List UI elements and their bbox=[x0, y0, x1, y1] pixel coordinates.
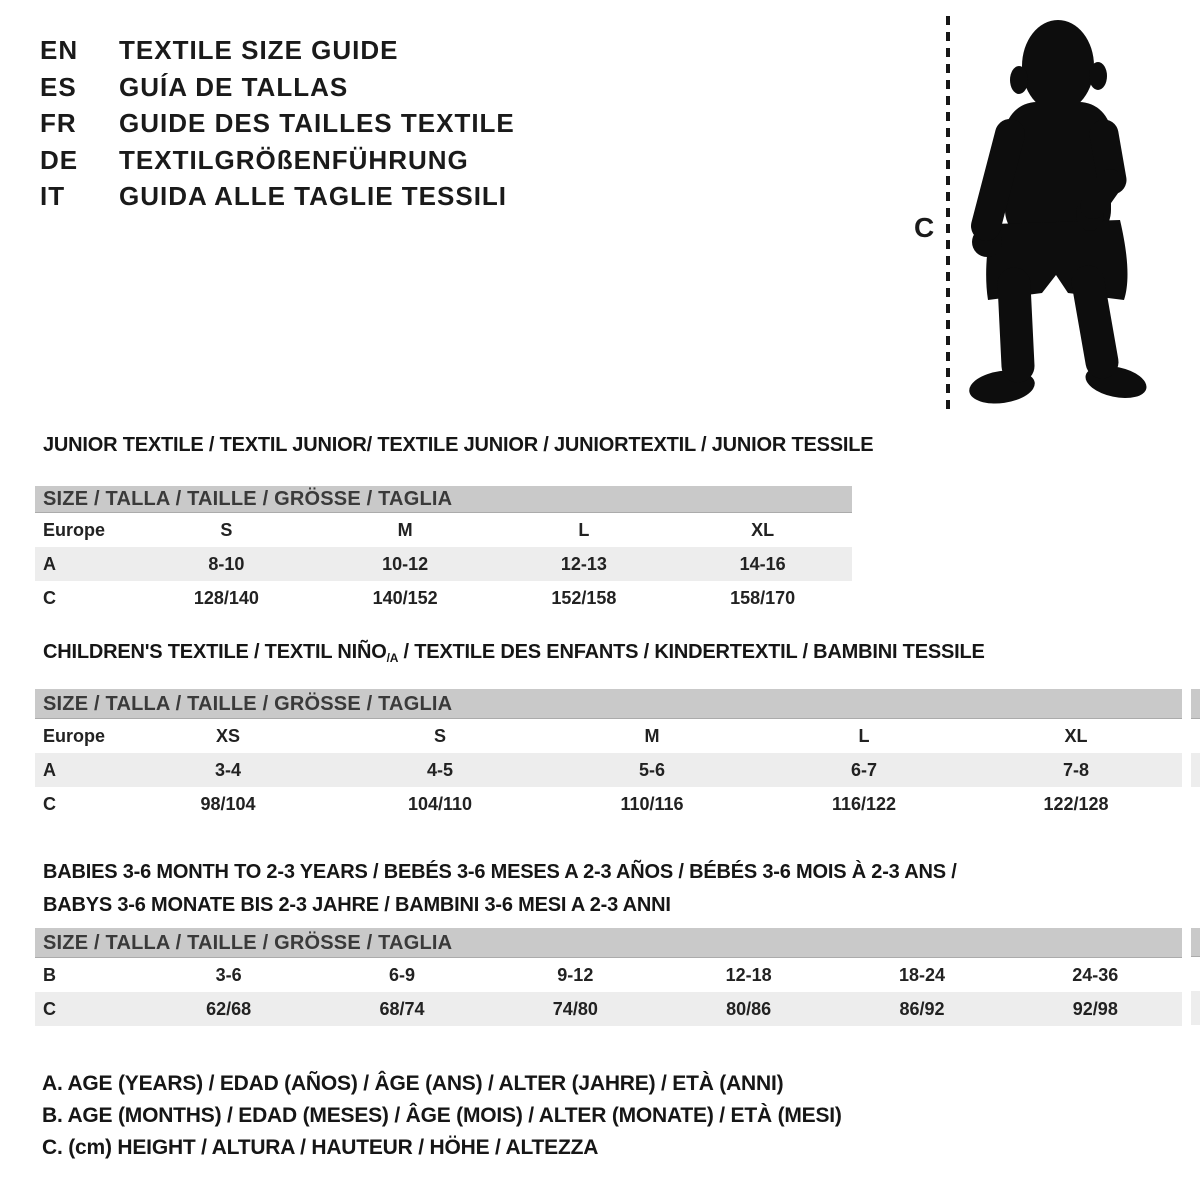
height-cell: 98/104 bbox=[200, 793, 256, 814]
row-label: A bbox=[43, 759, 56, 780]
edge-bar bbox=[1191, 928, 1200, 957]
height-cell: 110/116 bbox=[620, 793, 684, 814]
language-code: EN bbox=[40, 35, 79, 65]
height-dashed-line bbox=[946, 16, 950, 416]
table-row bbox=[35, 719, 1182, 753]
babies-heading-line2: BABYS 3-6 MONATE BIS 2-3 JAHRE / BAMBINI 3-6 MESI A 2-3 ANNI bbox=[43, 894, 671, 916]
table-row bbox=[35, 513, 852, 547]
height-cell: 158/170 bbox=[730, 587, 796, 608]
age-cell: 8-10 bbox=[208, 553, 245, 574]
babies-section-heading bbox=[43, 856, 957, 922]
height-cell: 68/74 bbox=[379, 998, 425, 1019]
height-cell: 116/122 bbox=[831, 793, 897, 814]
table-row bbox=[35, 753, 1182, 787]
language-code: ES bbox=[40, 71, 77, 102]
size-header-bar: SIZE / TALLA / TAILLE / GRÖSSE / TAGLIA bbox=[35, 928, 1182, 958]
edge-shaded-row bbox=[1191, 753, 1200, 787]
height-cell: 140/152 bbox=[372, 587, 438, 608]
table-row bbox=[35, 958, 1182, 992]
measurement-legend bbox=[42, 1068, 842, 1164]
months-cell: 18-24 bbox=[898, 964, 945, 985]
age-cell: 14-16 bbox=[739, 553, 786, 574]
language-header bbox=[40, 32, 515, 215]
size-cell: L bbox=[578, 519, 590, 540]
language-row-de bbox=[40, 142, 515, 179]
language-label: TEXTILGRÖßENFÜHRUNG bbox=[119, 144, 469, 175]
language-label: GUIDA ALLE TAGLIE TESSILI bbox=[119, 181, 508, 211]
size-cell: XL bbox=[1064, 725, 1088, 746]
legend-line-b: B. AGE (MONTHS) / EDAD (MESES) / ÂGE (MOIS) / ALTER (MONATE) / ETÀ (MESI) bbox=[42, 1104, 842, 1127]
heading-text: CHILDREN'S TEXTILE / TEXTIL NIÑO bbox=[43, 641, 387, 663]
height-marker-label: C bbox=[914, 212, 935, 243]
legend-line-c: C. (cm) HEIGHT / ALTURA / HAUTEUR / HÖHE / ALTEZZA bbox=[42, 1136, 599, 1159]
height-cell: 80/86 bbox=[726, 998, 772, 1019]
heading-text: / TEXTILE DES ENFANTS / KINDERTEXTIL / BAMBINI TESSILE bbox=[398, 641, 985, 663]
row-label: C bbox=[43, 793, 56, 814]
language-row-es bbox=[40, 69, 515, 106]
babies-heading-line1: BABIES 3-6 MONTH TO 2-3 YEARS / BEBÉS 3-6 MESES A 2-3 AÑOS / BÉBÉS 3-6 MOIS À 2-3 ANS / bbox=[43, 861, 957, 883]
language-row-en bbox=[40, 32, 515, 69]
height-cell: 86/92 bbox=[899, 998, 945, 1019]
months-cell: 3-6 bbox=[215, 964, 242, 985]
junior-section-heading: JUNIOR TEXTILE / TEXTIL JUNIOR/ TEXTILE JUNIOR / JUNIORTEXTIL / JUNIOR TESSILE bbox=[43, 434, 874, 456]
age-cell: 5-6 bbox=[638, 759, 665, 780]
months-cell: 9-12 bbox=[557, 964, 594, 985]
months-cell: 12-18 bbox=[725, 964, 772, 985]
legend-line-a: A. AGE (YEARS) / EDAD (AÑOS) / ÂGE (ANS) / ALTER (JAHRE) / ETÀ (ANNI) bbox=[42, 1072, 784, 1095]
table-row bbox=[35, 547, 852, 581]
row-label: A bbox=[43, 553, 56, 574]
table-row bbox=[35, 992, 1182, 1026]
size-header-bar: SIZE / TALLA / TAILLE / GRÖSSE / TAGLIA bbox=[35, 486, 852, 513]
row-label: C bbox=[43, 998, 56, 1019]
months-cell: 6-9 bbox=[388, 964, 415, 985]
edge-gap bbox=[1191, 719, 1200, 753]
age-cell: 7-8 bbox=[1062, 759, 1089, 780]
height-cell: 152/158 bbox=[551, 587, 617, 608]
size-cell: M bbox=[644, 725, 660, 746]
table-row bbox=[35, 787, 1182, 821]
cropped-table-edge bbox=[1191, 689, 1200, 787]
language-label: GUIDE DES TAILLES TEXTILE bbox=[119, 108, 515, 138]
baby-silhouette-icon bbox=[960, 14, 1152, 418]
language-row-fr bbox=[40, 105, 515, 142]
size-cell: M bbox=[397, 519, 413, 540]
size-cell: S bbox=[220, 519, 233, 540]
size-cell: XS bbox=[215, 725, 240, 746]
age-cell: 12-13 bbox=[560, 553, 607, 574]
size-cell: S bbox=[433, 725, 446, 746]
row-label: Europe bbox=[43, 519, 106, 540]
language-code: DE bbox=[40, 144, 79, 175]
age-cell: 10-12 bbox=[382, 553, 429, 574]
edge-bar bbox=[1191, 689, 1200, 719]
junior-size-table bbox=[35, 486, 852, 615]
edge-gap bbox=[1191, 957, 1200, 991]
height-cell: 122/128 bbox=[1043, 793, 1109, 814]
age-cell: 6-7 bbox=[850, 759, 877, 780]
babies-size-table bbox=[35, 928, 1182, 1026]
children-section-heading bbox=[43, 641, 985, 665]
height-cell: 104/110 bbox=[407, 793, 473, 814]
size-header-bar: SIZE / TALLA / TAILLE / GRÖSSE / TAGLIA bbox=[35, 689, 1182, 719]
size-cell: L bbox=[858, 725, 870, 746]
size-cell: XL bbox=[751, 519, 775, 540]
language-label: TEXTILE SIZE GUIDE bbox=[119, 35, 399, 65]
height-cell: 74/80 bbox=[552, 998, 598, 1019]
age-cell: 3-4 bbox=[214, 759, 241, 780]
height-cell: 62/68 bbox=[206, 998, 252, 1019]
language-label: GUÍA DE TALLAS bbox=[119, 71, 349, 102]
cropped-table-edge bbox=[1191, 928, 1200, 1025]
children-size-table bbox=[35, 689, 1182, 821]
row-label: Europe bbox=[43, 725, 106, 746]
language-row-it bbox=[40, 178, 515, 215]
height-cell: 92/98 bbox=[1072, 998, 1118, 1019]
row-label: B bbox=[43, 964, 56, 985]
height-cell: 128/140 bbox=[193, 587, 259, 608]
heading-subscript: /A bbox=[386, 651, 399, 665]
language-code: FR bbox=[40, 108, 77, 138]
row-label: C bbox=[43, 587, 56, 608]
table-row bbox=[35, 581, 852, 615]
months-cell: 24-36 bbox=[1072, 964, 1119, 985]
age-cell: 4-5 bbox=[426, 759, 453, 780]
edge-shaded-row bbox=[1191, 991, 1200, 1025]
language-code: IT bbox=[40, 181, 66, 211]
